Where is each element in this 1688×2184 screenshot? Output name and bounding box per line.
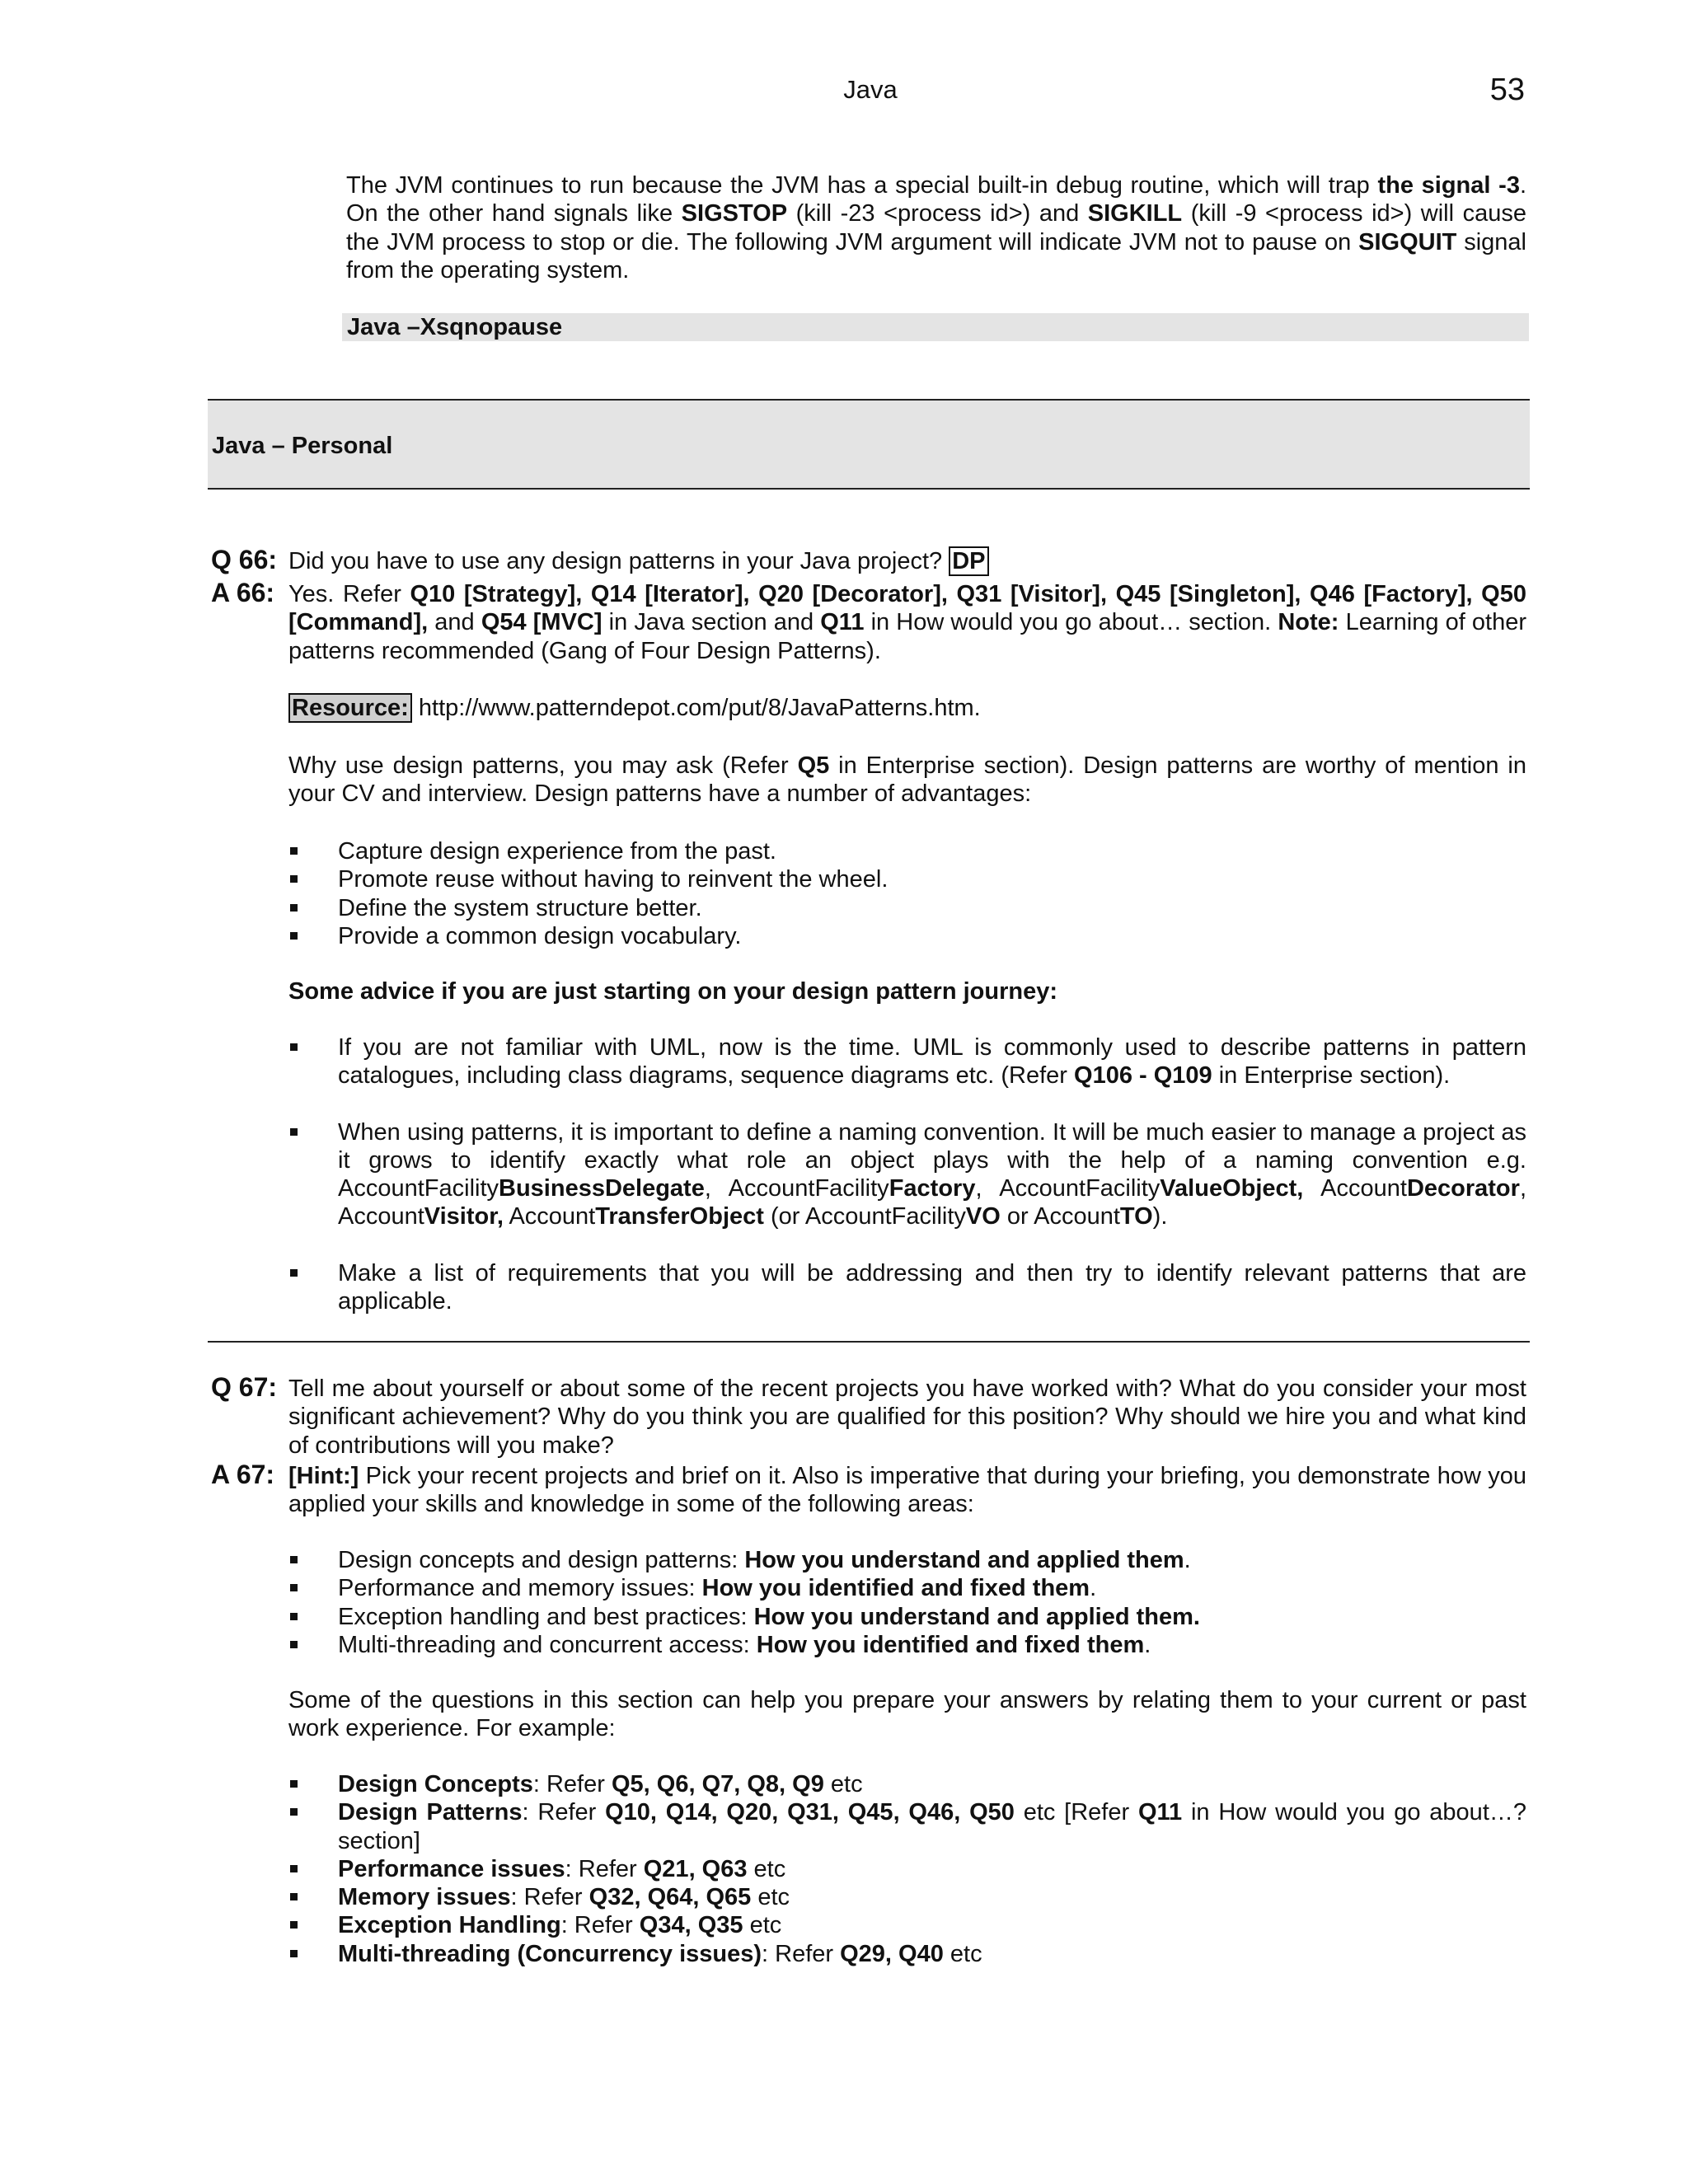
list-item: Design concepts and design patterns: How you understand and applied them.: [288, 1546, 1526, 1574]
answer-66: [211, 580, 1526, 665]
advantages-list: [288, 837, 1526, 950]
list-item: Performance issues: Refer Q21, Q63 etc: [288, 1855, 1526, 1883]
resource-line: [288, 694, 1526, 722]
question-text: Tell me about yourself or about some of the recent projects you have worked with? What do you consider your most significant achievement? Why do you think you are qualified for this position? Why should we hire you and what kind of contributions will you make?: [288, 1376, 1526, 1459]
answer-text: [Hint:] Pick your recent projects and brief on it. Also is imperative that during your briefing, you demonstrate how you applied your skills and knowledge in some of the following areas:: [288, 1463, 1526, 1518]
question-text: Did you have to use any design patterns in your Java project?: [288, 548, 943, 574]
question-label: Q 67:: [211, 1372, 278, 1402]
question-references-list: [288, 1770, 1526, 1968]
section-heading-band: [208, 399, 1530, 490]
list-item: If you are not familiar with UML, now is the time. UML is commonly used to describe patterns in pattern catalogues, including class diagrams, sequence diagrams etc. (Refer Q106 - Q109 in Enterprise section).: [288, 1033, 1526, 1090]
why-patterns-paragraph: Why use design patterns, you may ask (Refer Q5 in Enterprise section). Design patterns are worthy of mention in your CV and interview. Design patterns have a number of advantages:: [288, 752, 1526, 808]
dp-tag: DP: [949, 546, 988, 576]
list-item: Multi-threading (Concurrency issues): Refer Q29, Q40 etc: [288, 1940, 1526, 1968]
answer-label: A 66:: [211, 578, 275, 607]
list-item: Design Concepts: Refer Q5, Q6, Q7, Q8, Q9 etc: [288, 1770, 1526, 1798]
answer-text: Yes. Refer Q10 [Strategy], Q14 [Iterator], Q20 [Decorator], Q31 [Visitor], Q45 [Singleton], Q46 [Factory], Q50 [Command], and Q54 [MVC] in Java section and Q11 in How would you go about… section. Note: Learning of other patterns recommended (Gang of Four Design Patterns).: [288, 581, 1527, 664]
page-number: 53: [1489, 73, 1525, 107]
answer-label: A 67:: [211, 1460, 275, 1489]
examples-intro-paragraph: Some of the questions in this section can help you prepare your answers by relating them to your current or past work experience. For example:: [288, 1687, 1526, 1742]
question-66: [211, 547, 1526, 575]
list-item: Make a list of requirements that you will be addressing and then try to identify relevant patterns that are applicable.: [288, 1259, 1526, 1316]
list-item: Design Patterns: Refer Q10, Q14, Q20, Q31, Q45, Q46, Q50 etc [Refer Q11 in How would you go about…? section]: [288, 1798, 1526, 1855]
list-item: Exception Handling: Refer Q34, Q35 etc: [288, 1911, 1526, 1939]
list-item: Provide a common design vocabulary.: [288, 922, 1526, 950]
list-item: Performance and memory issues: How you identified and fixed them.: [288, 1574, 1526, 1602]
list-item: Define the system structure better.: [288, 894, 1526, 922]
divider: [208, 1341, 1530, 1343]
section-heading: Java – Personal: [212, 433, 393, 459]
list-item: Multi-threading and concurrent access: How you identified and fixed them.: [288, 1631, 1526, 1659]
resource-url: http://www.patterndepot.com/put/8/JavaPatterns.htm.: [411, 695, 981, 721]
list-item: Memory issues: Refer Q32, Q64, Q65 etc: [288, 1883, 1526, 1911]
advice-heading: Some advice if you are just starting on your design pattern journey:: [288, 978, 1058, 1005]
jvm-argument-code: Java –Xsqnopause: [342, 313, 1529, 341]
list-item: Promote reuse without having to reinvent the wheel.: [288, 865, 1526, 893]
list-item: Exception handling and best practices: How you understand and applied them.: [288, 1603, 1526, 1631]
list-item: When using patterns, it is important to define a naming convention. It will be much easier to manage a project as it grows to identify exactly what role an object plays with the help of a naming convention e.g. AccountFacilityBusinessDelegate, AccountFacilityFactory, AccountFacilityValueObject, AccountDecorator, AccountVisitor, AccountTransferObject (or AccountFacilityVO or AccountTO).: [288, 1118, 1526, 1231]
skills-areas-list: [288, 1546, 1526, 1659]
question-label: Q 66:: [211, 545, 278, 574]
running-header-title: Java: [843, 75, 898, 104]
jvm-signal-paragraph: The JVM continues to run because the JVM has a special built-in debug routine, which will trap the signal -3. On the other hand signals like SIGSTOP (kill -23 <process id>) and SIGKILL (kill -9 <process id>) will cause the JVM process to stop or die. The following JVM argument will indicate JVM not to pause on SIGQUIT signal from the operating system.: [346, 172, 1527, 284]
question-67: [211, 1372, 1526, 1460]
list-item: Capture design experience from the past.: [288, 837, 1526, 865]
advice-list: [288, 1033, 1526, 1343]
answer-67: [211, 1462, 1526, 1519]
resource-label: Resource:: [288, 693, 412, 723]
